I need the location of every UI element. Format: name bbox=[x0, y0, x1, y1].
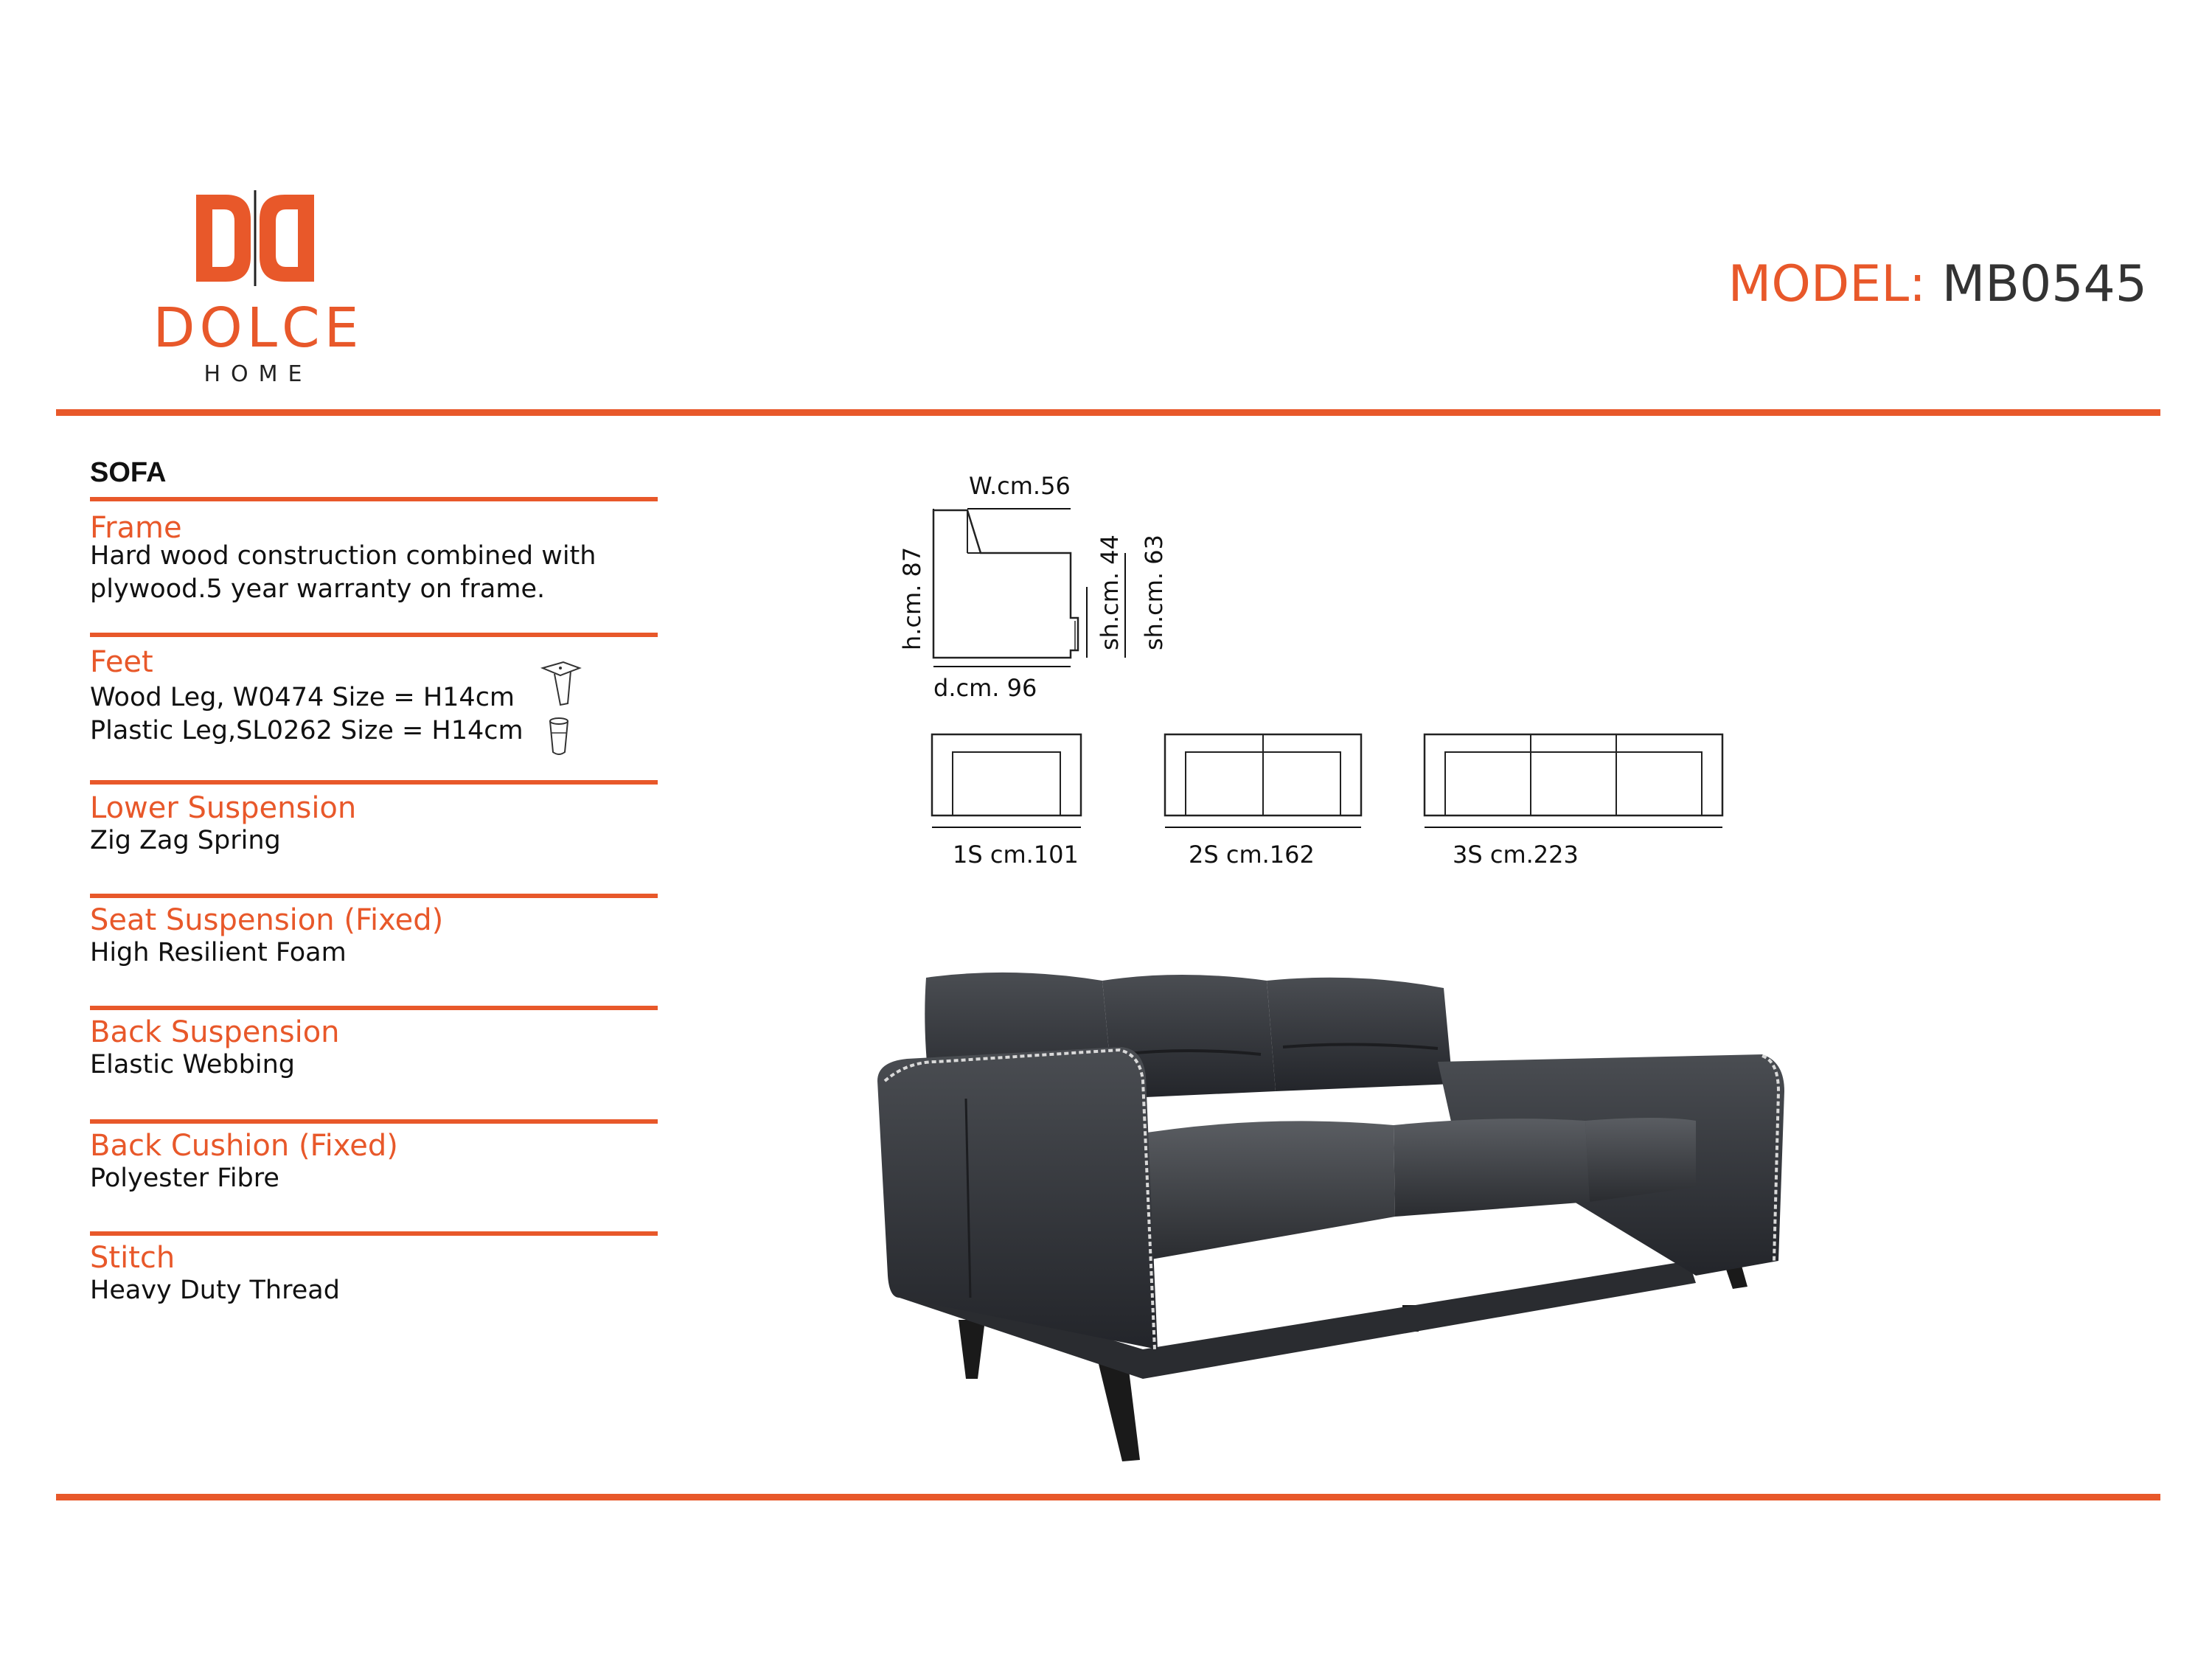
model-label: MODEL: bbox=[1728, 255, 1926, 313]
three-seat-label: 3S cm.223 bbox=[1453, 841, 1579, 869]
spec-back-cushion bbox=[90, 1130, 658, 1195]
two-seat-plan bbox=[1165, 734, 1361, 827]
spec-divider bbox=[90, 1006, 658, 1010]
spec-divider bbox=[90, 1231, 658, 1236]
spec-text: Elastic Webbing bbox=[90, 1050, 295, 1079]
sofa-image bbox=[848, 951, 1821, 1467]
one-seat-label: 1S cm.101 bbox=[953, 841, 1079, 869]
dimension-drawing bbox=[870, 457, 1755, 870]
spec-stitch bbox=[90, 1242, 658, 1307]
spec-divider bbox=[90, 633, 658, 637]
spec-frame bbox=[90, 512, 658, 606]
width-label: W.cm.56 bbox=[969, 472, 1071, 500]
one-seat-plan bbox=[932, 734, 1081, 827]
arm-height-label: sh.cm. 63 bbox=[1140, 535, 1168, 650]
spec-lower-suspension bbox=[90, 792, 658, 858]
footer-divider bbox=[56, 1494, 2160, 1500]
spec-text: Zig Zag Spring bbox=[90, 826, 281, 855]
model-title bbox=[1728, 255, 2147, 313]
brand-name: DOLCE bbox=[153, 296, 364, 360]
spec-text: Heavy Duty Thread bbox=[90, 1276, 340, 1305]
plastic-leg-icon bbox=[546, 715, 572, 757]
seat-height-label: sh.cm. 44 bbox=[1096, 535, 1124, 650]
spec-divider bbox=[90, 497, 658, 501]
spec-text: Hard wood construction combined with bbox=[90, 541, 597, 571]
spec-heading: Frame bbox=[90, 511, 182, 545]
brand-sub: HOME bbox=[204, 361, 313, 387]
spec-heading: Stitch bbox=[90, 1241, 175, 1275]
spec-heading: Back Suspension bbox=[90, 1015, 340, 1049]
spec-heading: Seat Suspension (Fixed) bbox=[90, 903, 444, 937]
depth-label: d.cm. 96 bbox=[933, 674, 1037, 702]
spec-title bbox=[90, 457, 658, 489]
dolce-logo-icon bbox=[193, 190, 317, 286]
spec-text: plywood.5 year warranty on frame. bbox=[90, 574, 546, 604]
header-divider bbox=[56, 409, 2160, 416]
spec-heading: Feet bbox=[90, 645, 153, 679]
height-label: h.cm. 87 bbox=[898, 546, 926, 650]
spec-text: Polyester Fibre bbox=[90, 1164, 279, 1193]
spec-divider bbox=[90, 894, 658, 898]
three-seat-plan bbox=[1425, 734, 1722, 827]
spec-text: Plastic Leg,SL0262 Size = H14cm bbox=[90, 715, 524, 745]
spec-divider bbox=[90, 780, 658, 785]
spec-text: High Resilient Foam bbox=[90, 938, 347, 967]
two-seat-label: 2S cm.162 bbox=[1189, 841, 1315, 869]
spec-heading: Back Cushion (Fixed) bbox=[90, 1129, 398, 1163]
spec-seat-suspension bbox=[90, 904, 658, 970]
spec-back-suspension bbox=[90, 1016, 658, 1082]
model-number: MB0545 bbox=[1941, 255, 2147, 313]
spec-text: Wood Leg, W0474 Size = H14cm bbox=[90, 683, 515, 712]
wood-leg-icon bbox=[538, 661, 582, 708]
spec-heading: Lower Suspension bbox=[90, 791, 357, 825]
product-type: SOFA bbox=[90, 457, 167, 488]
spec-divider bbox=[90, 1119, 658, 1124]
